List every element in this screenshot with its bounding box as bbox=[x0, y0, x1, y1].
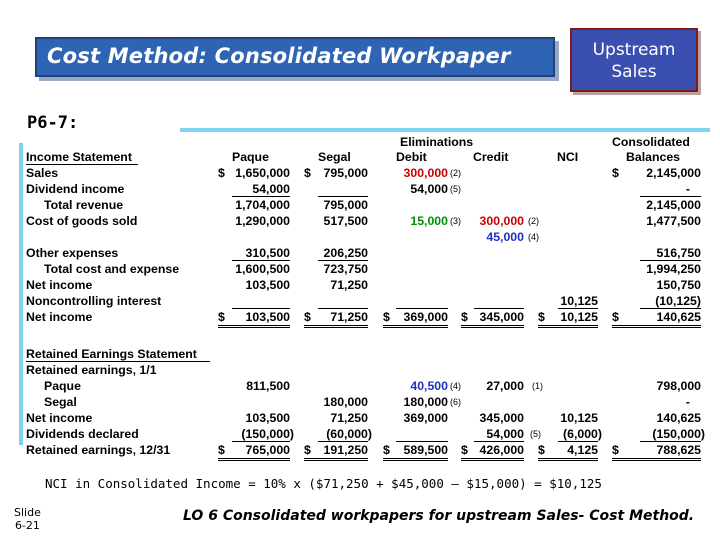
double-rule bbox=[383, 458, 448, 461]
cell-segal: 517,500 bbox=[323, 214, 368, 228]
cell-credit: 345,000 bbox=[479, 411, 524, 425]
subtotal-rule bbox=[640, 196, 701, 197]
row-label: Retained earnings, 1/1 bbox=[26, 363, 157, 377]
subtotal-rule bbox=[318, 196, 368, 197]
double-rule bbox=[461, 458, 524, 461]
total-rule bbox=[396, 308, 448, 309]
badge-line-2: Sales bbox=[611, 62, 657, 82]
cell-debit: 15,000 bbox=[410, 214, 448, 228]
header-segal: Segal bbox=[318, 150, 351, 164]
elimination-ref: (5) bbox=[530, 429, 541, 439]
cell-credit: 300,000 bbox=[479, 214, 524, 228]
elimination-ref: (2) bbox=[450, 168, 461, 178]
row-label: Retained earnings, 12/31 bbox=[26, 443, 171, 457]
header-nci: NCI bbox=[557, 150, 579, 164]
row-label: Total revenue bbox=[44, 198, 124, 212]
total-rule bbox=[640, 441, 701, 442]
cell-consolidated: 150,750 bbox=[656, 278, 701, 292]
elimination-ref: (5) bbox=[450, 184, 461, 194]
cell-debit: 369,000 bbox=[403, 310, 448, 324]
dollar-sign: $ bbox=[461, 443, 468, 457]
cell-paque: 103,500 bbox=[245, 310, 290, 324]
cell-credit: 27,000 bbox=[486, 379, 524, 393]
cell-segal: 180,000 bbox=[323, 395, 368, 409]
cell-nci: 10,125 bbox=[560, 411, 598, 425]
dollar-sign: $ bbox=[612, 166, 619, 180]
double-rule bbox=[538, 458, 598, 461]
cell-credit: 426,000 bbox=[479, 443, 524, 457]
total-rule bbox=[558, 308, 598, 309]
total-rule bbox=[396, 441, 448, 442]
dollar-sign: $ bbox=[304, 443, 311, 457]
dollar-sign: $ bbox=[304, 166, 311, 180]
dollar-sign: $ bbox=[218, 310, 225, 324]
elimination-ref: (4) bbox=[450, 381, 461, 391]
cell-paque: 765,000 bbox=[245, 443, 290, 457]
row-label: Sales bbox=[26, 166, 59, 180]
cell-nci: 10,125 bbox=[560, 310, 598, 324]
cell-segal: 71,250 bbox=[330, 278, 368, 292]
subtotal-rule bbox=[232, 260, 290, 261]
cell-paque: 1,650,000 bbox=[235, 166, 290, 180]
header-eliminations: Eliminations bbox=[400, 135, 474, 149]
cell-debit: 369,000 bbox=[403, 411, 448, 425]
subtotal-rule bbox=[318, 260, 368, 261]
slide-label-text: Slide bbox=[14, 506, 41, 519]
double-rule bbox=[304, 458, 368, 461]
double-rule bbox=[304, 325, 368, 328]
row-label: Net income bbox=[26, 278, 93, 292]
cell-paque: 811,500 bbox=[246, 379, 290, 393]
slide-title: Cost Method: Consolidated Workpaper bbox=[47, 44, 511, 68]
cell-credit: 54,000 bbox=[486, 427, 524, 441]
double-rule bbox=[538, 325, 598, 328]
dollar-sign: $ bbox=[383, 310, 390, 324]
cell-nci: (6,000) bbox=[563, 427, 602, 441]
row-label: Dividend income bbox=[26, 182, 125, 196]
cell-segal: (60,000) bbox=[326, 427, 372, 441]
row-label: Paque bbox=[44, 379, 81, 393]
double-rule bbox=[461, 325, 524, 328]
header-credit: Credit bbox=[473, 150, 509, 164]
problem-label: P6-7: bbox=[27, 113, 79, 133]
section-heading: Retained Earnings Statement bbox=[26, 347, 197, 361]
header-consolidated: Consolidated bbox=[612, 135, 690, 149]
badge-line-1: Upstream bbox=[592, 40, 676, 60]
cell-consolidated: - bbox=[685, 182, 690, 196]
dollar-sign: $ bbox=[218, 166, 225, 180]
cell-debit: 589,500 bbox=[403, 443, 448, 457]
cell-consolidated: 1,477,500 bbox=[646, 214, 701, 228]
dollar-sign: $ bbox=[612, 443, 619, 457]
elimination-ref: (6) bbox=[450, 397, 461, 407]
total-rule bbox=[558, 441, 598, 442]
row-label: Noncontrolling interest bbox=[26, 294, 162, 308]
cell-consolidated: 140,625 bbox=[656, 411, 701, 425]
dollar-sign: $ bbox=[304, 310, 311, 324]
dollar-sign: $ bbox=[383, 443, 390, 457]
cell-segal: 795,000 bbox=[323, 198, 368, 212]
total-rule bbox=[474, 441, 524, 442]
double-rule bbox=[218, 458, 290, 461]
row-label: Dividends declared bbox=[26, 427, 139, 441]
total-rule bbox=[232, 441, 290, 442]
header-balances: Balances bbox=[626, 150, 681, 164]
elimination-ref: (3) bbox=[450, 216, 461, 226]
total-rule bbox=[232, 308, 290, 309]
total-rule bbox=[474, 308, 524, 309]
cell-consolidated: 788,625 bbox=[656, 443, 701, 457]
cell-consolidated: (150,000) bbox=[652, 427, 705, 441]
elimination-ref: (1) bbox=[532, 381, 543, 391]
header-paque: Paque bbox=[232, 150, 269, 164]
cell-consolidated: 2,145,000 bbox=[646, 198, 701, 212]
cell-paque: (150,000) bbox=[241, 427, 294, 441]
cell-credit: 345,000 bbox=[479, 310, 524, 324]
cell-consolidated: 2,145,000 bbox=[646, 166, 701, 180]
cell-consolidated: 140,625 bbox=[656, 310, 701, 324]
cell-nci: 4,125 bbox=[567, 443, 598, 457]
cell-debit: 300,000 bbox=[403, 166, 448, 180]
row-label: Net income bbox=[26, 411, 93, 425]
dollar-sign: $ bbox=[612, 310, 619, 324]
cell-consolidated: (10,125) bbox=[655, 294, 701, 308]
cell-paque: 54,000 bbox=[252, 182, 290, 196]
cell-credit: 45,000 bbox=[486, 230, 524, 244]
elimination-ref: (2) bbox=[528, 216, 539, 226]
total-rule bbox=[318, 308, 368, 309]
double-rule bbox=[612, 325, 701, 328]
cell-segal: 71,250 bbox=[330, 411, 368, 425]
cell-segal: 206,250 bbox=[323, 246, 368, 260]
heading-underline bbox=[26, 361, 210, 362]
total-rule bbox=[640, 308, 701, 309]
slide-label-number: 6-21 bbox=[14, 519, 40, 532]
cell-paque: 310,500 bbox=[245, 246, 290, 260]
cell-debit: 180,000 bbox=[403, 395, 448, 409]
row-label: Net income bbox=[26, 310, 93, 324]
nci-formula: NCI in Consolidated Income = 10% x ($71,250 + $45,000 – $15,000) = $10,125 bbox=[45, 476, 602, 491]
cell-paque: 103,500 bbox=[245, 278, 290, 292]
cell-paque: 103,500 bbox=[245, 411, 290, 425]
cell-segal: 723,750 bbox=[323, 262, 368, 276]
double-rule bbox=[383, 325, 448, 328]
double-rule bbox=[612, 458, 701, 461]
cell-consolidated: - bbox=[685, 395, 690, 409]
cell-segal: 795,000 bbox=[323, 166, 368, 180]
cell-debit: 40,500 bbox=[410, 379, 448, 393]
dollar-sign: $ bbox=[461, 310, 468, 324]
cell-paque: 1,290,000 bbox=[235, 214, 290, 228]
cell-paque: 1,600,500 bbox=[235, 262, 290, 276]
row-label: Segal bbox=[44, 395, 77, 409]
cell-paque: 1,704,000 bbox=[235, 198, 290, 212]
cell-segal: 191,250 bbox=[323, 443, 368, 457]
row-label: Other expenses bbox=[26, 246, 119, 260]
header-debit: Debit bbox=[396, 150, 427, 164]
dollar-sign: $ bbox=[538, 310, 545, 324]
row-label: Total cost and expense bbox=[44, 262, 180, 276]
cell-debit: 54,000 bbox=[410, 182, 448, 196]
dollar-sign: $ bbox=[538, 443, 545, 457]
total-rule bbox=[318, 441, 368, 442]
cell-segal: 71,250 bbox=[330, 310, 368, 324]
cell-consolidated: 1,994,250 bbox=[646, 262, 701, 276]
cell-nci: 10,125 bbox=[560, 294, 598, 308]
cell-consolidated: 798,000 bbox=[656, 379, 701, 393]
learning-objective: LO 6 Consolidated workpapers for upstream Sales- Cost Method. bbox=[183, 508, 695, 524]
header-underline bbox=[26, 164, 138, 165]
double-rule bbox=[218, 325, 290, 328]
header-income-statement: Income Statement bbox=[26, 150, 132, 164]
subtotal-rule bbox=[640, 260, 701, 261]
elimination-ref: (4) bbox=[528, 232, 539, 242]
subtotal-rule bbox=[232, 196, 290, 197]
slide-number bbox=[14, 506, 41, 532]
row-label: Cost of goods sold bbox=[26, 214, 138, 228]
dollar-sign: $ bbox=[218, 443, 225, 457]
cell-consolidated: 516,750 bbox=[656, 246, 701, 260]
